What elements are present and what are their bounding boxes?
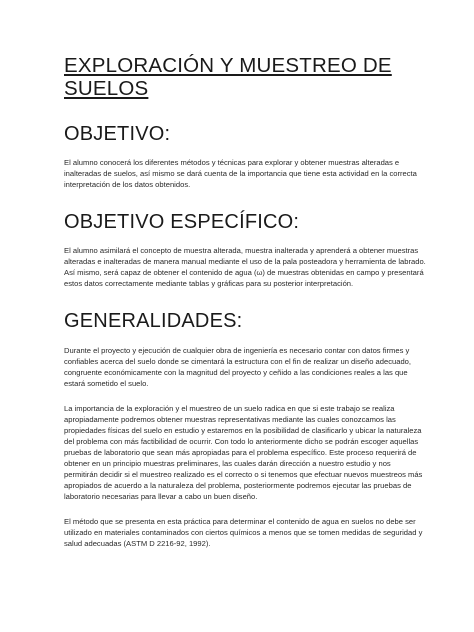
heading-generalidades: GENERALIDADES: xyxy=(64,310,243,332)
heading-objetivo-especifico: OBJETIVO ESPECÍFICO: xyxy=(64,211,300,233)
heading-objetivo: OBJETIVO: xyxy=(64,123,171,145)
paragraph-objetivo-especifico: El alumno asimilará el concepto de muestra alterada, muestra inalterada y aprenderá a obtener muestras alteradas e inalteradas de manera manual mediante el uso de la pala posteadora y herramienta de labrado. Así mismo, será capaz de obtener el contenido de agua (ω) de muestras obtenidas en campo y presentará estos datos correctamente mediante tablas y gráficas para su posterior interpretación. xyxy=(64,246,426,288)
paragraph-generalidades-1: Durante el proyecto y ejecución de cualquier obra de ingeniería es necesario contar con datos firmes y confiables acerca del suelo donde se cimentará la estructura con el fin de realizar un diseño adecuado, congruente económicamente con la magnitud del proyecto y ceñido a las condiciones reales a las que estará sometido el suelo. xyxy=(64,346,411,388)
paragraph-generalidades-3: El método que se presenta en esta práctica para determinar el contenido de agua en suelos no debe ser utilizado en materiales contaminados con ciertos químicos a menos que se tomen medidas de seguridad y salud adecuadas (ASTM D 2216-92, 1992). xyxy=(64,517,423,548)
paragraph-generalidades-2: La importancia de la exploración y el muestreo de un suelo radica en que si este trabajo se realiza apropiadamente podremos obtener muestras representativas mediante las cuales conozcamos las propiedades físicas del suelo en estudio y estaremos en la posibilidad de clasificarlo y ubicar la naturaleza del problema con más factibilidad de ocurrir. Con todo lo anteriormente dicho se podrán escoger aquellas pruebas de laboratorio que sean más apropiadas para el problema específico. Este proceso requerirá de obtener en un principio muestras preliminares, las cuales darán dirección a nuestro estudio y nos permitirán decidir si el muestreo realizado es el correcto o si tenemos que efectuar nuevos muestreos más apropiados de acuerdo a la naturaleza del problema, posteriormente podremos ejecutar las pruebas de laboratorio necesarias para llevar a cabo un buen diseño. xyxy=(64,404,423,501)
paragraph-objetivo: El alumno conocerá los diferentes métodos y técnicas para explorar y obtener muestras alteradas e inalteradas de suelos, así mismo se dará cuenta de la importancia que tiene esta actividad en la correcta interpretación de los datos obtenidos. xyxy=(64,158,417,189)
document-title: EXPLORACIÓN Y MUESTREO DE SUELOS xyxy=(64,54,392,100)
